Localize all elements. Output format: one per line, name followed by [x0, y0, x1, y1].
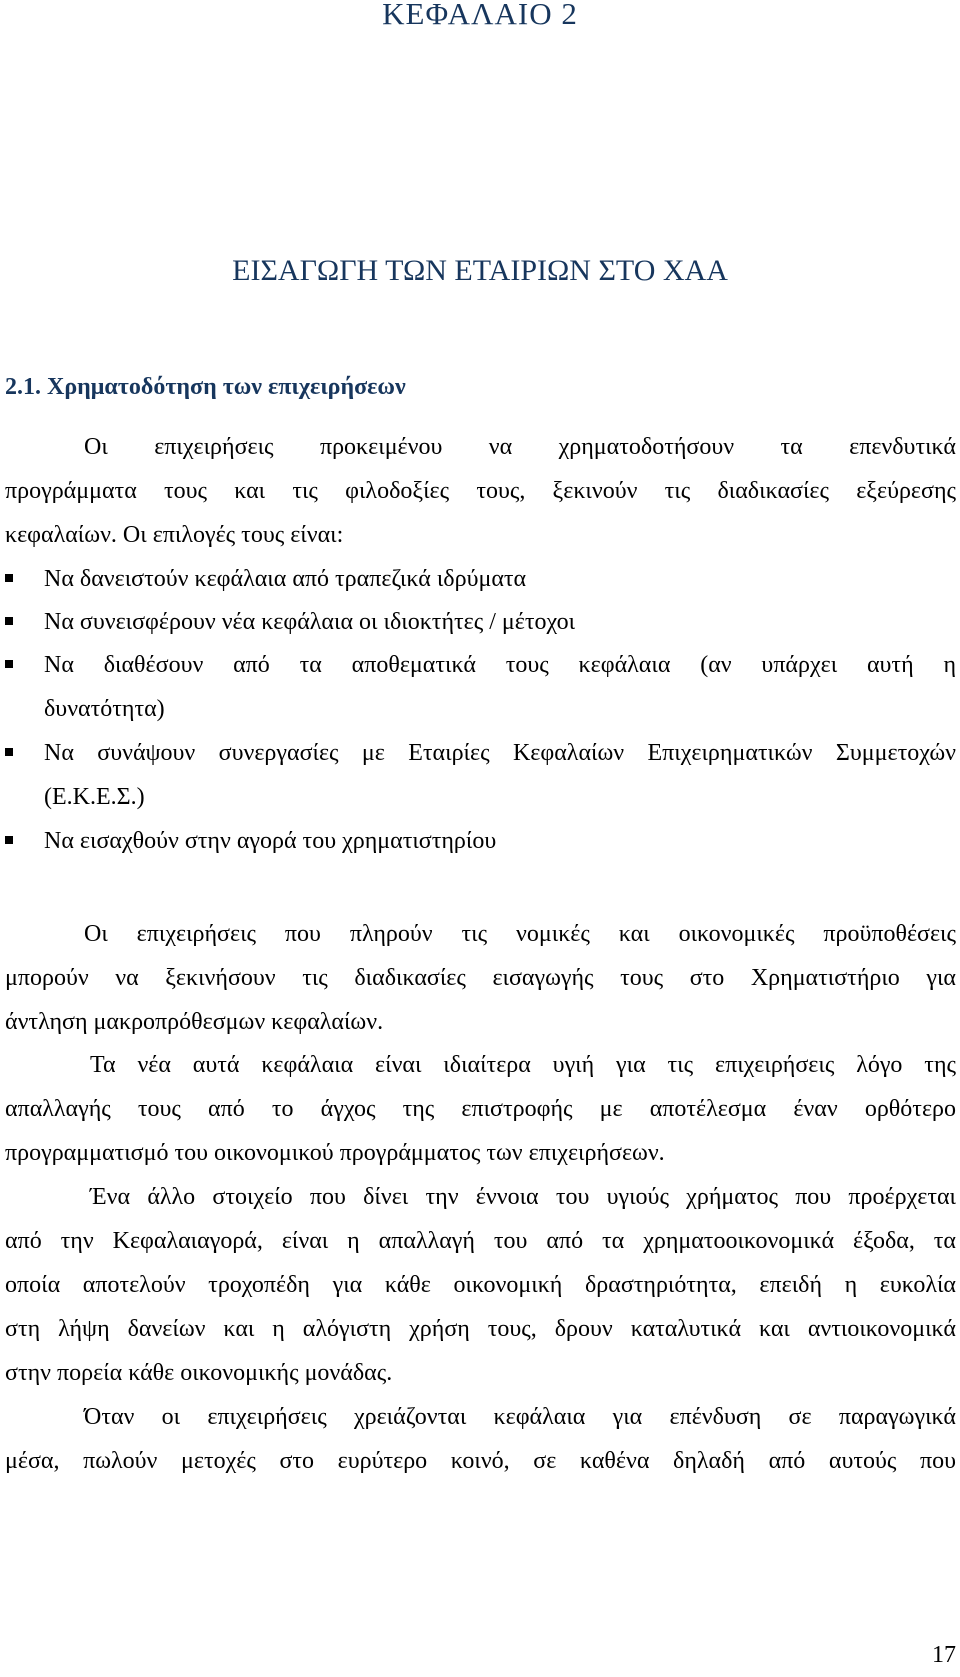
chapter-subtitle: ΕΙΣΑΓΩΓΗ ΤΩΝ ΕΤΑΙΡΙΩΝ ΣΤΟ ΧΑΑ: [232, 254, 728, 287]
paragraph5-line1: Όταν οι επιχειρήσεις χρειάζονται κεφάλαια για επένδυση σε παραγωγικά: [84, 1404, 956, 1430]
bullet-marker: [5, 574, 13, 582]
bullet-item-3-line1: Να διαθέσουν από τα αποθεματικά τους κεφάλαια (αν υπάρχει αυτή η: [44, 652, 956, 678]
bullet-item-1: Να δανειστούν κεφάλαια από τραπεζικά ιδρύματα: [44, 566, 527, 592]
paragraph4-line4: στη λήψη δανείων και η αλόγιστη χρήση τους, δρουν καταλυτικά και αντιοικονομικά: [5, 1316, 956, 1342]
paragraph3-line2: απαλλαγής τους από το άγχος της επιστροφής με αποτέλεσμα έναν ορθότερο: [5, 1096, 956, 1122]
paragraph2-line1: Οι επιχειρήσεις που πληρούν τις νομικές και οικονομικές προϋποθέσεις: [84, 921, 956, 947]
paragraph2-line3: άντληση μακροπρόθεσμων κεφαλαίων.: [5, 1009, 384, 1035]
bullet-item-5: Να εισαχθούν στην αγορά του χρηματιστηρίου: [44, 828, 497, 854]
paragraph4-line2: από την Κεφαλαιαγορά, είναι η απαλλαγή του από τα χρηματοοικονομικά έξοδα, τα: [5, 1228, 956, 1254]
paragraph1-line3: κεφαλαίων. Οι επιλογές τους είναι:: [5, 522, 344, 548]
paragraph1-line1: Οι επιχειρήσεις προκειμένου να χρηματοδοτήσουν τα επενδυτικά: [84, 434, 956, 460]
section-heading: 2.1. Χρηματοδότηση των επιχειρήσεων: [5, 374, 406, 400]
bullet-marker: [5, 617, 13, 625]
chapter-title: ΚΕΦΑΛΑΙΟ 2: [382, 0, 578, 31]
bullet-marker: [5, 836, 13, 844]
paragraph2-line2: μπορούν να ξεκινήσουν τις διαδικασίες εισαγωγής τους στο Χρηματιστήριο για: [5, 965, 956, 991]
paragraph4-line1: Ένα άλλο στοιχείο που δίνει την έννοια του υγιούς χρήματος που προέρχεται: [90, 1184, 956, 1210]
paragraph3-line3: προγραμματισμό του οικονομικού προγράμματος των επιχειρήσεων.: [5, 1140, 665, 1166]
paragraph3-line1: Τα νέα αυτά κεφάλαια είναι ιδιαίτερα υγιή για τις επιχειρήσεις λόγο της: [90, 1052, 956, 1078]
bullet-marker: [5, 660, 13, 668]
bullet-item-4-line1: Να συνάψουν συνεργασίες με Εταιρίες Κεφαλαίων Επιχειρηματικών Συμμετοχών: [44, 740, 956, 766]
paragraph5-line2: μέσα, πωλούν μετοχές στο ευρύτερο κοινό, σε καθένα δηλαδή από αυτούς που: [5, 1448, 956, 1474]
bullet-item-4-line2: (Ε.Κ.Ε.Σ.): [44, 784, 145, 810]
paragraph4-line3: οποία αποτελούν τροχοπέδη για κάθε οικονομική δραστηριότητα, επειδή η ευκολία: [5, 1272, 956, 1298]
bullet-item-2: Να συνεισφέρουν νέα κεφάλαια οι ιδιοκτήτες / μέτοχοι: [44, 609, 576, 635]
paragraph1-line2: προγράμματα τους και τις φιλοδοξίες τους, ξεκινούν τις διαδικασίες εξεύρεσης: [5, 478, 956, 504]
bullet-marker: [5, 748, 13, 756]
paragraph4-line5: στην πορεία κάθε οικονομικής μονάδας.: [5, 1360, 393, 1386]
bullet-item-3-line2: δυνατότητα): [44, 696, 165, 722]
page-number: 17: [932, 1642, 956, 1668]
